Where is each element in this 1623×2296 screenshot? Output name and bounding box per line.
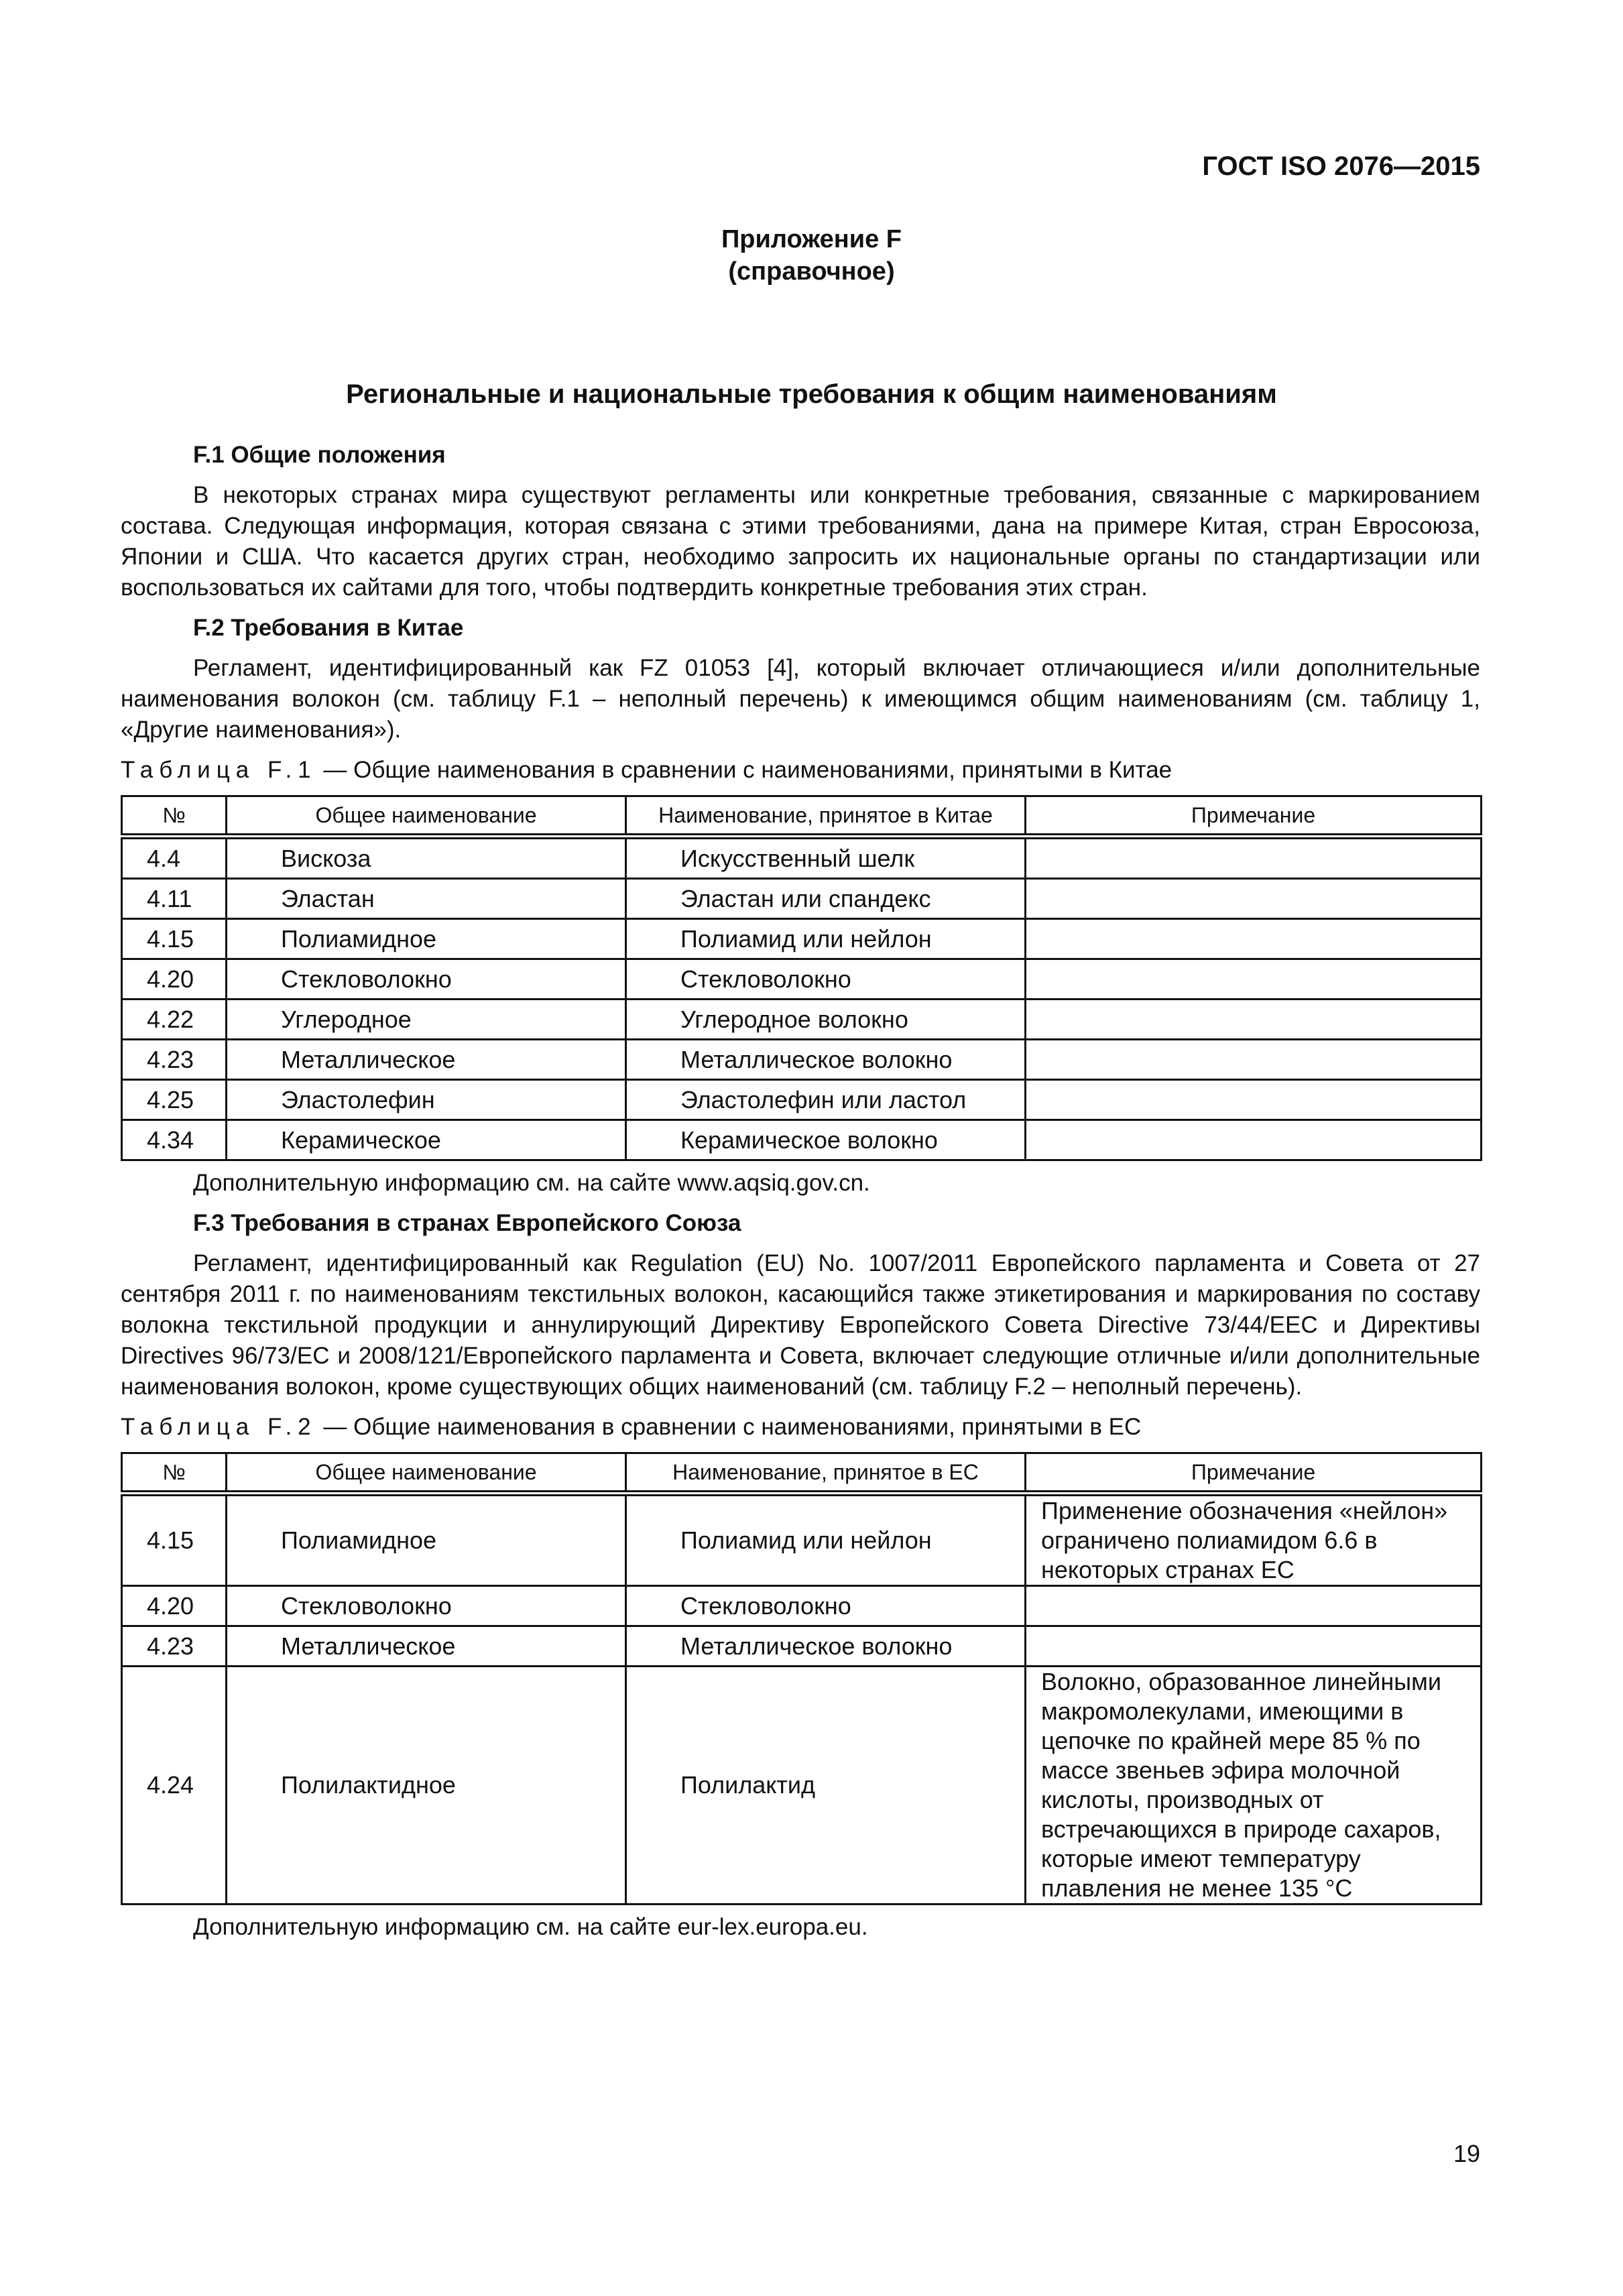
table-cell: 4.23 xyxy=(122,1040,227,1080)
table-cell: Стекловолокно xyxy=(227,1586,626,1626)
table-cell: Эластолефин или ластол xyxy=(626,1080,1026,1120)
table-cell: Волокно, образованное линейными макромолекулами, имеющими в цепочке по крайней мере 85 % по массе звеньев эфира молочной кислоты, производных от встречающихся в природе сахаров, которые имеют температуру плавления не менее 135 °С xyxy=(1026,1667,1482,1905)
table-cell: 4.11 xyxy=(122,879,227,919)
column-header: Примечание xyxy=(1026,1453,1482,1494)
table-row xyxy=(122,1626,1482,1667)
section-f2-paragraph: Регламент, идентифицированный как FZ 01053 [4], который включает отличающиеся и/или дополнительные наименования волокон (см. таблицу F.1 – неполный перечень) к имеющимся общим наименованиям (см. таблицу 1, «Другие наименования»). xyxy=(121,655,1480,743)
table-f2-note: Дополнительную информацию см. на сайте eur-lex.europa.eu. xyxy=(193,1914,868,1940)
table-cell: 4.24 xyxy=(122,1667,227,1905)
column-header: № xyxy=(122,1453,227,1494)
table-header-row xyxy=(122,796,1482,837)
section-heading-f3: F.3 Требования в странах Европейского Союза xyxy=(193,1210,741,1236)
column-header: Примечание xyxy=(1026,796,1482,837)
table-cell: 4.15 xyxy=(122,919,227,959)
section-heading-f1: F.1 Общие положения xyxy=(193,442,446,468)
table-cell: Полиамидное xyxy=(227,919,626,959)
table-row xyxy=(122,837,1482,879)
table-cell xyxy=(1026,919,1482,959)
table-cell xyxy=(1026,1040,1482,1080)
table-cell: Полиамидное xyxy=(227,1494,626,1586)
table-cell: 4.34 xyxy=(122,1120,227,1160)
table-cell: Металлическое xyxy=(227,1040,626,1080)
column-header: Общее наименование xyxy=(227,796,626,837)
table-f2-caption xyxy=(121,1412,1480,1443)
table-row xyxy=(122,1040,1482,1080)
table-cell xyxy=(1026,1000,1482,1040)
standard-designation: ГОСТ ISO 2076—2015 xyxy=(1202,152,1480,181)
table-cell: 4.4 xyxy=(122,837,227,879)
table-cell: Эластан или спандекс xyxy=(626,879,1026,919)
table-cell: Керамическое xyxy=(227,1120,626,1160)
table-cell: Металлическое волокно xyxy=(626,1626,1026,1667)
table-cell: 4.15 xyxy=(122,1494,227,1586)
table-cell: 4.20 xyxy=(122,1586,227,1626)
table-cell: Металлическое волокно xyxy=(626,1040,1026,1080)
table-cell: 4.23 xyxy=(122,1626,227,1667)
table-cell: Эластан xyxy=(227,879,626,919)
table-cell: Углеродное xyxy=(227,1000,626,1040)
table-row xyxy=(122,1667,1482,1905)
table-f2 xyxy=(121,1452,1482,1905)
table-cell: Полилактид xyxy=(626,1667,1026,1905)
table-f1-caption-text: — Общие наименования в сравнении с наименованиями, принятыми в Китае xyxy=(316,757,1173,783)
table-cell: Полиамид или нейлон xyxy=(626,1494,1026,1586)
table-cell: Стекловолокно xyxy=(626,1586,1026,1626)
table-header-row xyxy=(122,1453,1482,1494)
table-cell: Керамическое волокно xyxy=(626,1120,1026,1160)
table-row xyxy=(122,1120,1482,1160)
page-number: 19 xyxy=(1453,2140,1480,2167)
table-cell: Применение обозначения «нейлон» ограничено полиамидом 6.6 в некоторых странах ЕС xyxy=(1026,1494,1482,1586)
table-row xyxy=(122,959,1482,1000)
column-header: Наименование, принятое в ЕС xyxy=(626,1453,1026,1494)
table-cell: Стекловолокно xyxy=(227,959,626,1000)
table-cell xyxy=(1026,1626,1482,1667)
table-cell xyxy=(1026,959,1482,1000)
table-cell xyxy=(1026,879,1482,919)
table-row xyxy=(122,1586,1482,1626)
table-cell: Вискоза xyxy=(227,837,626,879)
column-header: Общее наименование xyxy=(227,1453,626,1494)
table-cell: Металлическое xyxy=(227,1626,626,1667)
table-cell: 4.20 xyxy=(122,959,227,1000)
table-cell: Эластолефин xyxy=(227,1080,626,1120)
table-cell: Стекловолокно xyxy=(626,959,1026,1000)
section-f1-paragraph: В некоторых странах мира существуют регламенты или конкретные требования, связанные с маркированием состава. Следующая информация, которая связана с этими требованиями, дана на примере Китая, стран Евросоюза, Японии и США. Что касается других стран, необходимо запросить их национальные органы по стандартизации или воспользоваться их сайтами для того, чтобы подтвердить конкретные требования этих стран. xyxy=(121,482,1480,601)
column-header: Наименование, принятое в Китае xyxy=(626,796,1026,837)
section-heading-f2: F.2 Требования в Китае xyxy=(193,615,464,641)
annex-type: (справочное) xyxy=(728,257,895,286)
table-row xyxy=(122,1000,1482,1040)
table-row xyxy=(122,1080,1482,1120)
table-cell: Полиамид или нейлон xyxy=(626,919,1026,959)
table-row xyxy=(122,919,1482,959)
table-f1-caption xyxy=(121,755,1480,786)
table-cell: Полилактидное xyxy=(227,1667,626,1905)
column-header: № xyxy=(122,796,227,837)
annex-title: Региональные и национальные требования к общим наименованиям xyxy=(346,379,1277,409)
content xyxy=(121,440,1480,1952)
section-f3-paragraph: Регламент, идентифицированный как Regulation (EU) No. 1007/2011 Европейского парламента и Совета от 27 сентября 2011 г. по наименованиям текстильных волокон, касающийся также этикетирования и маркирования по составу волокна текстильной продукции и аннулирующий Директиву Европейского Совета Directive 73/44/ЕЕС и Директивы Directives 96/73/ЕС и 2008/121/Европейского парламента и Совета, включает следующие отличные и/или дополнительные наименования волокон, кроме существующих общих наименований (см. таблицу F.2 – неполный перечень). xyxy=(121,1250,1480,1400)
table-cell xyxy=(1026,837,1482,879)
table-cell xyxy=(1026,1586,1482,1626)
table-cell: 4.22 xyxy=(122,1000,227,1040)
table-cell xyxy=(1026,1080,1482,1120)
table-f1-note: Дополнительную информацию см. на сайте www.aqsiq.gov.cn. xyxy=(193,1170,870,1196)
table-cell: Искусственный шелк xyxy=(626,837,1026,879)
table-row xyxy=(122,879,1482,919)
table-f1-label: Таблица F.1 xyxy=(121,757,317,783)
table-cell: 4.25 xyxy=(122,1080,227,1120)
table-f2-caption-text: — Общие наименования в сравнении с наименованиями, принятыми в ЕС xyxy=(316,1414,1142,1440)
table-cell xyxy=(1026,1120,1482,1160)
table-f2-label: Таблица F.2 xyxy=(121,1414,317,1440)
table-row xyxy=(122,1494,1482,1586)
table-cell: Углеродное волокно xyxy=(626,1000,1026,1040)
table-f1 xyxy=(121,795,1482,1161)
annex-label: Приложение F xyxy=(721,225,902,253)
